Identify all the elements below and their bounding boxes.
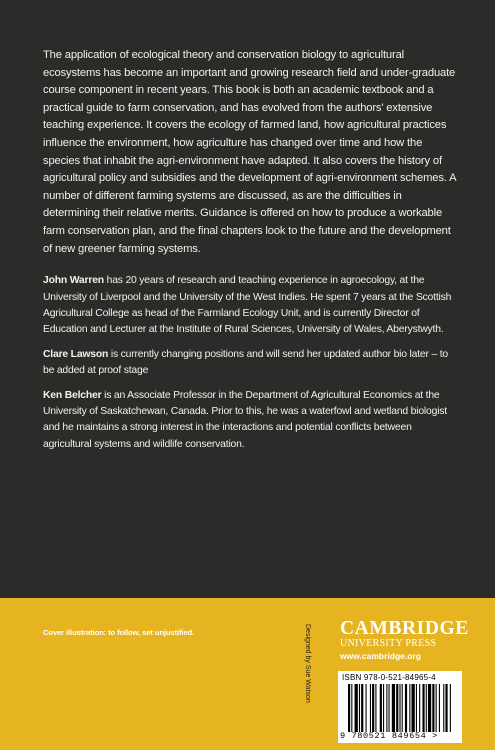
- author-bio-text: is currently changing positions and will send her updated author bio later – to be added at proof stage: [43, 348, 448, 377]
- publisher-name: CAMBRIDGE: [340, 618, 469, 639]
- author-bio-text: is an Associate Professor in the Department of Agricultural Economics at the University of Saskatchewan, Canada. Prior to this, he was a waterfowl and wetland biologist and he maintains a strong interest in the interactions and potential conflicts between agricultural systems and wildlife conservation.: [43, 389, 447, 450]
- author-bio-warren: [43, 273, 461, 339]
- barcode-digits: 9 780521 849654 >: [340, 731, 438, 741]
- barcode-bar: [392, 684, 395, 732]
- barcode-bar: [432, 684, 434, 732]
- barcode-bar: [351, 684, 352, 732]
- barcode-bar: [361, 684, 363, 732]
- barcode-bar: [409, 684, 410, 732]
- publisher-subtitle: UNIVERSITY PRESS: [340, 638, 437, 649]
- barcode-bar: [380, 684, 382, 732]
- publisher-logo: [340, 618, 469, 662]
- barcode-bar: [366, 684, 367, 732]
- barcode-bar: [372, 684, 374, 732]
- barcode-bar: [428, 684, 431, 732]
- barcode-bar: [370, 684, 371, 732]
- isbn-label: ISBN 978-0-521-84965-4: [342, 673, 436, 682]
- barcode-bar: [383, 684, 384, 732]
- barcode-bar: [419, 684, 420, 732]
- text-column: [43, 47, 461, 461]
- barcode-bar: [386, 684, 387, 732]
- author-name: Clare Lawson: [43, 348, 109, 360]
- author-name: Ken Belcher: [43, 389, 102, 401]
- designer-credit-text: Designed by Sue Watson: [304, 624, 311, 703]
- barcode-bar: [375, 684, 376, 732]
- barcode-bar: [411, 684, 414, 732]
- barcode-bar: [396, 684, 398, 732]
- barcode-bar: [348, 684, 350, 732]
- barcode-bar: [416, 684, 417, 732]
- author-name: John Warren: [43, 275, 104, 287]
- barcode-bar: [450, 684, 451, 732]
- author-bio-lawson: [43, 347, 461, 380]
- book-blurb: The application of ecological theory and conservation biology to agricultural ecosystems has become an important and growing research field and under-graduate course component in recent years. This book is both an academic textbook and a practical guide to farm conservation, and has evolved from the authors' extensive teaching experience. It covers the ecology of farmed land, how agricultural practices influence the environment, how agriculture has changed over time and how the species that inhabit the agri-environment have adapted. It also covers the history of agricultural policy and subsidies and the development of agri-environment schemes. A number of different farming systems are discussed, as are the difficulties in determining their relative merits. Guidance is offered on how to produce a workable farm conservation plan, and the final chapters look to the future and the development of new greener farming systems.: [43, 49, 456, 255]
- barcode-bar: [436, 684, 437, 732]
- author-bio-text: has 20 years of research and teaching experience in agroecology, at the University of Liverpool and the University of the West Indies. He spent 7 years at the Scottish Agricultural College as head of the Farmland Ecology Unit, and is currently Director of Education and Lecturer at the Institute of Rural Sciences, University of Wales, Aberystwyth.: [43, 275, 452, 336]
- barcode-bar: [359, 684, 360, 732]
- barcode-bar: [445, 684, 447, 732]
- barcode-bar: [426, 684, 427, 732]
- barcode-bar: [405, 684, 407, 732]
- publisher-url: www.cambridge.org: [340, 651, 421, 661]
- author-bio-belcher: [43, 388, 461, 454]
- barcode-bar: [399, 684, 400, 732]
- cover-illustration-note: Cover illustration: to follow, set unjustified.: [43, 628, 195, 637]
- barcode-panel: [338, 671, 462, 743]
- barcode-bar: [422, 684, 424, 732]
- barcode-bar: [389, 684, 390, 732]
- barcode-bar: [402, 684, 403, 732]
- barcode-bar: [443, 684, 444, 732]
- designer-credit: [301, 624, 313, 724]
- barcode-bar: [439, 684, 440, 732]
- barcode-icon: [348, 684, 452, 732]
- barcode-bar: [355, 684, 358, 732]
